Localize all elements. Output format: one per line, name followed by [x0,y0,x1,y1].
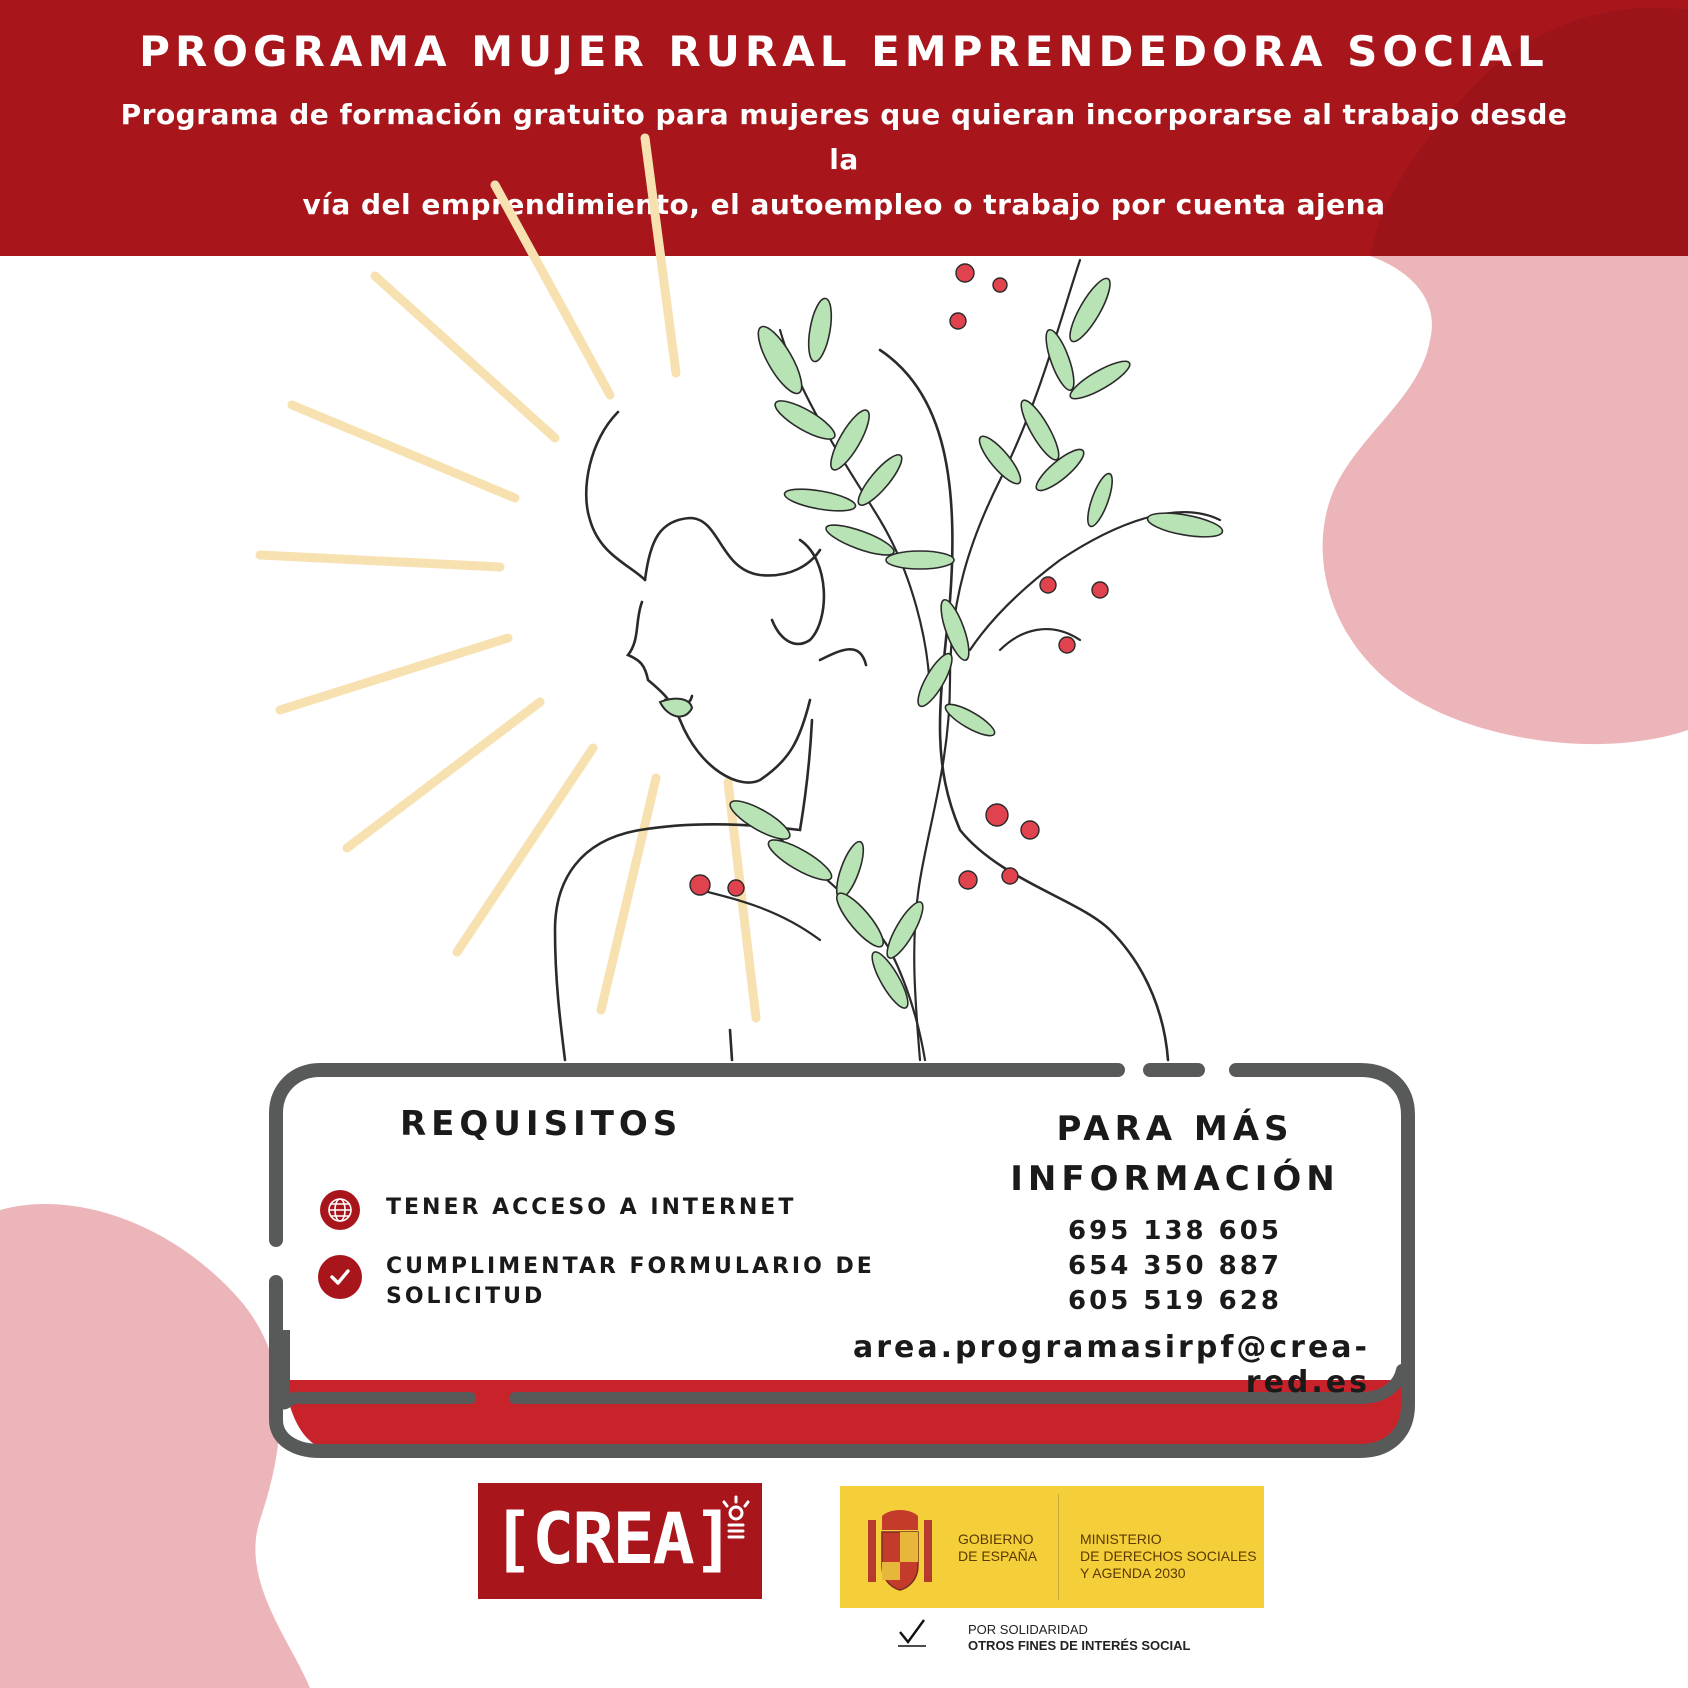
ministry-name-line-2: DE DERECHOS SOCIALES [1080,1548,1257,1564]
pink-blob-right [1323,256,1688,744]
phone-list [990,1214,1360,1319]
lips [660,699,692,717]
coat-of-arms-icon [860,1506,940,1596]
government-name [958,1531,1058,1565]
lightbulb-icon [716,1493,756,1543]
government-logo-divider [1058,1494,1059,1600]
crea-logo-text: [CREA] [492,1498,733,1580]
solidarity-line-1: POR SOLIDARIDAD [968,1622,1088,1637]
government-logo [840,1486,1264,1652]
globe-icon [320,1190,360,1230]
info-heading-line-2: INFORMACIÓN [1010,1159,1340,1199]
requirements-heading: REQUISITOS [400,1104,683,1144]
crea-logo [478,1483,762,1599]
requirement-form-line-2: SOLICITUD [386,1284,546,1309]
info-heading [990,1104,1360,1204]
ministry-name [1080,1531,1260,1582]
woman-illustration [230,120,1260,1070]
berries [690,264,1108,896]
requirement-item-form [386,1252,875,1312]
vines [700,260,1220,1060]
phone-number[interactable]: 695 138 605 [1068,1216,1282,1246]
subtitle-line-1: Programa de formación gratuito para mujeres que quieran incorporarse al trabajo desde la [120,98,1568,176]
requirement-form-line-1: CUMPLIMENTAR FORMULARIO DE [386,1254,875,1279]
solidarity-line-2: OTROS FINES DE INTERÉS SOCIAL [968,1638,1191,1653]
government-name-line-2: DE ESPAÑA [958,1548,1038,1564]
checkbox-icon [896,1616,928,1648]
sun-rays [260,138,756,1018]
contact-email[interactable]: area.programasirpf@crea-red.es [852,1330,1370,1400]
phone-number[interactable]: 654 350 887 [1068,1251,1282,1281]
subtitle-line-2: vía del emprendimiento, el autoempleo o trabajo por cuenta ajena [302,188,1386,221]
check-icon [318,1255,362,1299]
requirement-item-internet: TENER ACCESO A INTERNET [386,1195,797,1220]
program-title: PROGRAMA MUJER RURAL EMPRENDEDORA SOCIAL [139,27,1549,76]
info-heading-line-1: PARA MÁS [1056,1109,1294,1149]
ministry-name-line-1: MINISTERIO [1080,1531,1162,1547]
government-name-line-1: GOBIERNO [958,1531,1034,1547]
ministry-name-line-3: Y AGENDA 2030 [1080,1565,1186,1581]
phone-number[interactable]: 605 519 628 [1068,1286,1282,1316]
